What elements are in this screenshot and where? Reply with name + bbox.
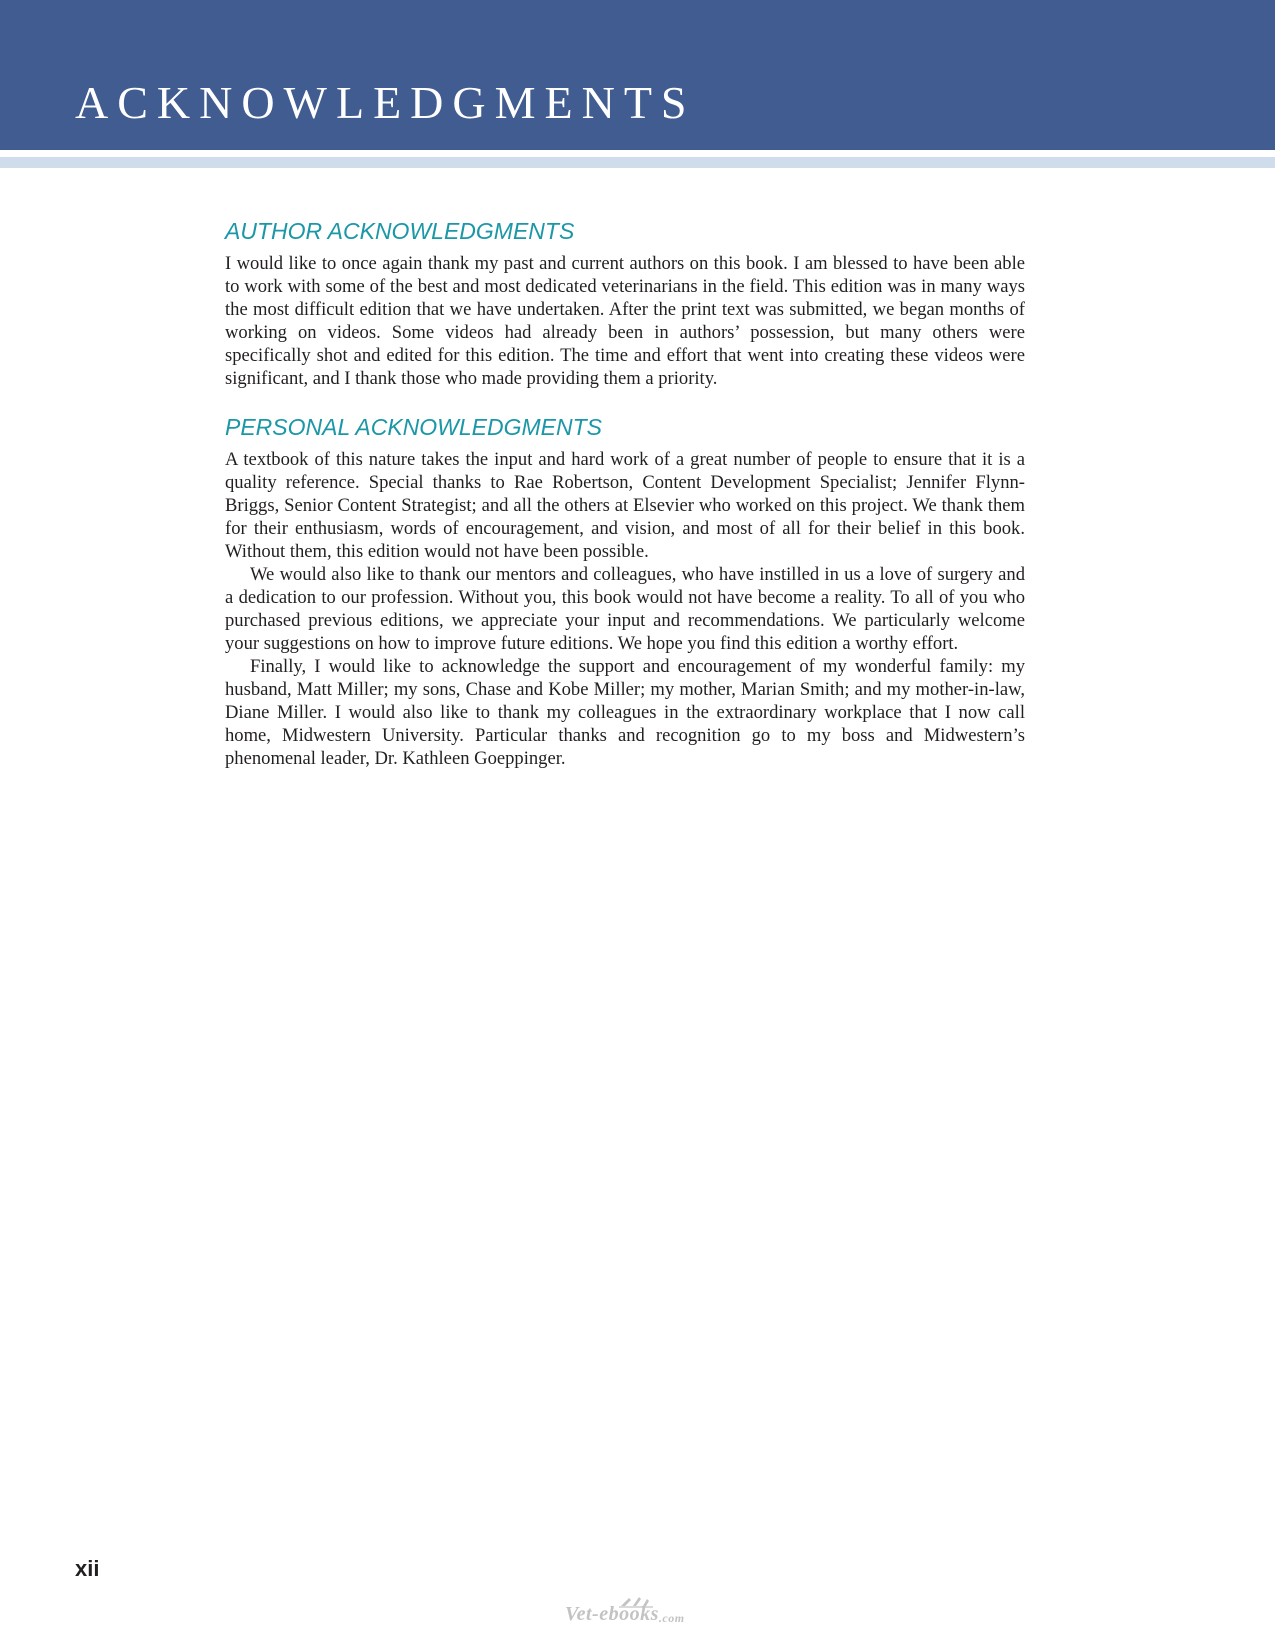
personal-paragraph-3: Finally, I would like to acknowledge the support and encouragement of my wonderful family: my husband, Matt Miller; my sons, Chase and Kobe Miller; my mother, Marian Smith; and my mother-in-law, Diane Miller. I would also like to thank my colleagues in the extraordinary workplace that I now call home, Midwestern University. Particular thanks and recognition go to my boss and Midwestern’s phenomenal leader, Dr. Kathleen Goeppinger. xyxy=(225,656,1025,769)
header-band xyxy=(0,0,1275,150)
page-title: ACKNOWLEDGMENTS xyxy=(75,77,696,128)
section-heading-author: AUTHOR ACKNOWLEDGMENTS xyxy=(225,218,575,244)
main-content xyxy=(225,214,1025,770)
watermark-text: Vet-ebooks xyxy=(565,1603,659,1625)
watermark-logo xyxy=(565,1594,715,1624)
personal-paragraph-1: A textbook of this nature takes the input and hard work of a great number of people to ensure that it is a quality reference. Special thanks to Rae Robertson, Content Development Specialist; Jennifer Flynn-Briggs, Senior Content Strategist; and all the others at Elsevier who worked on this project. We thank them for their enthusiasm, words of encouragement, and vision, and most of all for their belief in this book. Without them, this edition would not have been possible. xyxy=(225,449,1025,562)
watermark-suffix: .com xyxy=(658,1611,685,1625)
section-heading-personal: PERSONAL ACKNOWLEDGMENTS xyxy=(225,414,603,440)
header-stripe xyxy=(0,157,1275,168)
author-paragraph: I would like to once again thank my past and current authors on this book. I am blessed to have been able to work with some of the best and most dedicated veterinarians in the field. This edition was in many ways the most difficult edition that we have undertaken. After the print text was submitted, we began months of working on videos. Some videos had already been in authors’ possession, but many others were specifically shot and edited for this edition. The time and effort that went into creating these videos were significant, and I thank those who made providing them a priority. xyxy=(225,253,1025,389)
personal-paragraph-2: We would also like to thank our mentors and colleagues, who have instilled in us a love of surgery and a dedication to our profession. Without you, this book would not have become a reality. To all of you who purchased previous editions, we appreciate your input and recommendations. We particularly welcome your suggestions on how to improve future editions. We hope you find this edition a worthy effort. xyxy=(225,564,1025,654)
page-number: xii xyxy=(75,1556,100,1581)
